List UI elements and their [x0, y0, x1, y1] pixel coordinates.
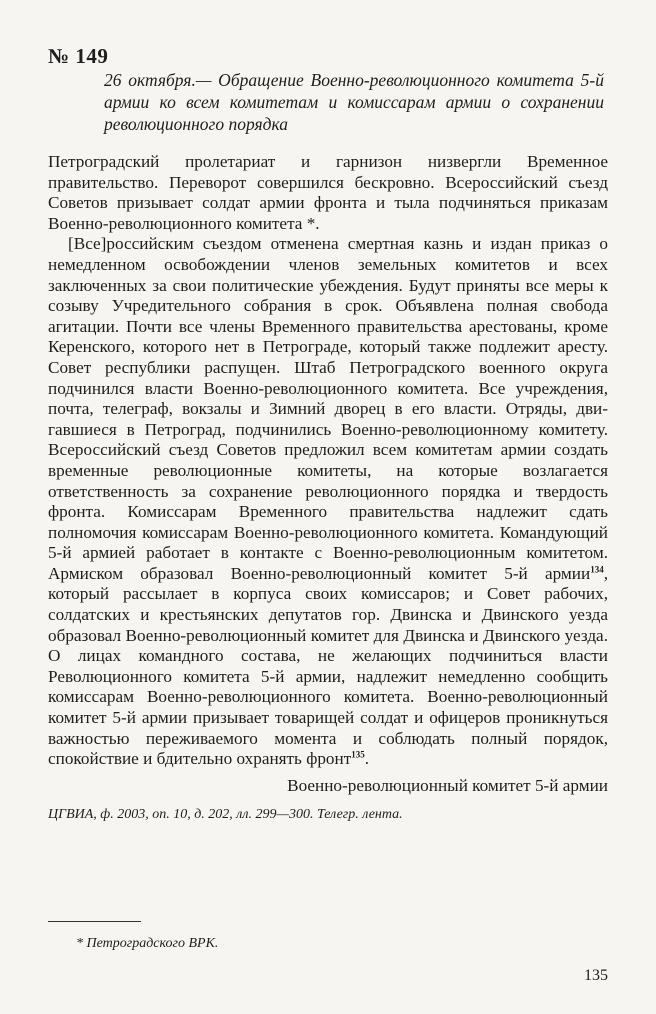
- document-body: [48, 152, 608, 770]
- body-text-segment: [Все]российским съездом отменена смертная казнь и издан приказ о немедленном освобождении членов земельных комитетов и всех заключенных за свои политические убеждения. Будут приняты все меры к созыву Учредительного собрания в срок. Объявлена полная свобода агитации. Почти все члены Временного правительства арестованы, кроме Керенского, которого нет в Петрограде, который также подлежит аресту. Совет республики распущен. Штаб Петроградского военного округа подчинился власти Военно-революционного комитета. Все учреждения, почта, телеграф, вокзалы и Зимний дворец в его власти. Отряды, двигавшиеся в Петроград, подчинились Военно-революционному комитету. Всероссийский съезд Советов предложил всем комитетам армии создать временные революционные комитеты, на которые возлагается ответственность за сохранение революционного порядка и твердость фронта. Комиссарам Временного правительства надлежит сдать полномочия комиссарам Военно-революционного комитета. Командующий 5-й армией работает в контакте с Военно-революционным комитетом. Армиском образовал Военно-революционный комитет 5-й армии: [48, 234, 608, 583]
- body-text-segment: .: [364, 749, 370, 769]
- footnote-divider: [48, 921, 141, 922]
- footnote: * Петроградского ВРК.: [76, 936, 219, 951]
- footnote-reference: 135: [351, 749, 365, 760]
- body-paragraph: Петроградский пролетариат и гарнизон низвергли Временное правительство. Переворот совершился бескровно. Всероссийский съезд Советов призывает солдат армии фронта и тыла подчиняться приказам Военно-революционного комитета *.: [48, 152, 608, 233]
- footnote-reference: 134: [590, 564, 604, 575]
- body-text-segment: , который рассылает в корпуса своих комиссаров; и Совет рабочих, солдатских и крестьянских депутатов гор. Двинска и Двинского уезда образовал Военно-революционный комитет для Двинска и Двинского уезда. О лицах командного состава, не желающих подчиниться власти Революционного комитета 5-й армии, надлежит немедленно сообщить комиссарам Военно-революционного комитета. Военно-революционный комитет 5-й армии призывает товарищей солдат и офицеров проникнуться важностью переживаемого момента и соблюдать полный порядок, спокойствие и бдительно охранять фронт: [48, 563, 608, 769]
- archive-source: ЦГВИА, ф. 2003, оп. 10, д. 202, лл. 299—300. Телегр. лента.: [48, 807, 403, 822]
- document-number: № 149: [48, 44, 109, 68]
- page-number: 135: [584, 967, 608, 984]
- body-paragraph: [48, 234, 608, 769]
- signature: Военно-революционный комитет 5-й армии: [287, 776, 608, 795]
- document-heading: 26 октября.— Обращение Военно-революционного комитета 5-й армии ко всем комитетам и комиссарам армии о сохранении революционного порядка: [104, 70, 604, 134]
